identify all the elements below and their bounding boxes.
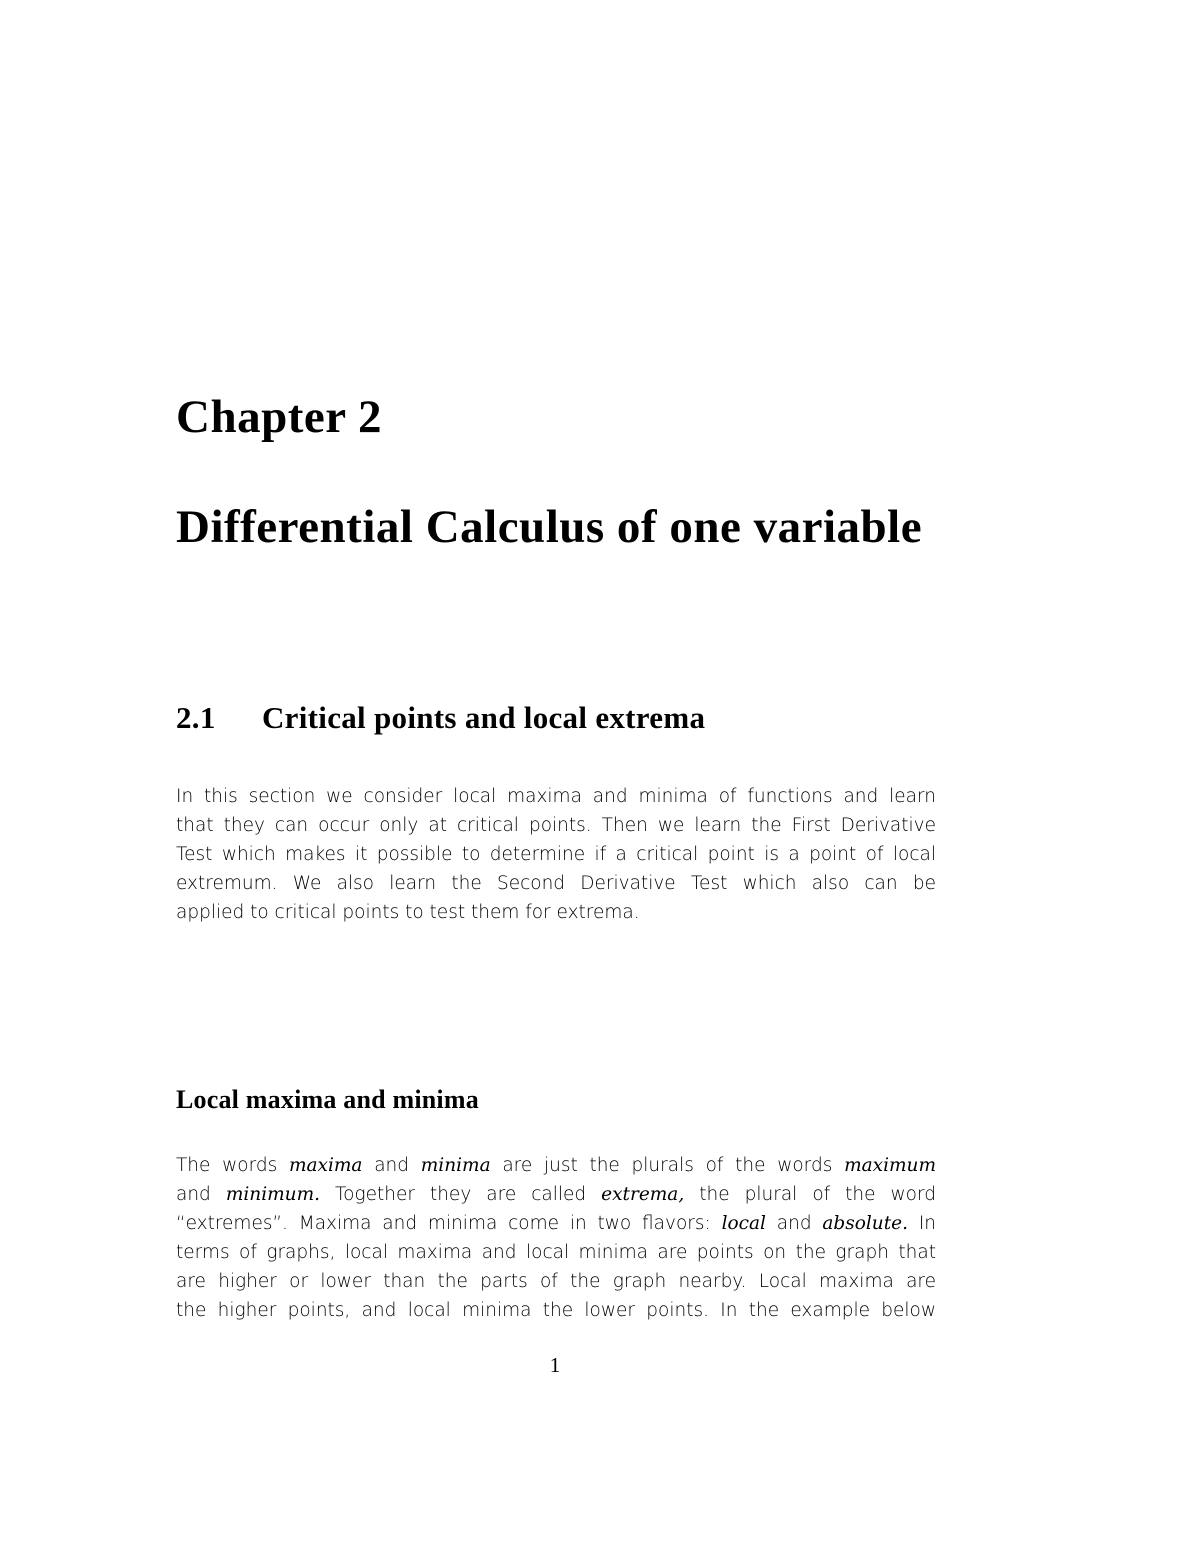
emphasis-term: absolute. [822,1213,908,1234]
section-number: 2.1 [176,700,216,735]
paragraph-line: terms of graphs, local maxima and local minima are points on the graph that [176,1242,936,1263]
chapter-title: Differential Calculus of one variable [176,501,923,553]
text-run: are just the plurals of the words [490,1155,845,1176]
emphasis-term: local [721,1213,766,1234]
paragraph-line: In this section we consider local maxima and minima of functions and learn [176,786,936,807]
paragraph-line: that they can occur only at critical points. Then we learn the First Derivative [176,815,936,836]
text-run: In [908,1213,936,1234]
emphasis-term: maxima [288,1155,363,1176]
text-run: and [765,1213,823,1234]
emphasis-term: maximum [844,1155,936,1176]
chapter-label: Chapter 2 [176,391,382,443]
paragraph-line: Test which makes it possible to determine if a critical point is a point of local [176,844,936,865]
paragraph-line: the higher points, and local minima the lower points. In the example below [176,1300,936,1321]
emphasis-term: minimum. [225,1184,320,1205]
emphasis-term: minima [420,1155,491,1176]
paragraph-line [176,1151,936,1180]
paragraph-line [176,1180,936,1209]
paragraph-line: applied to critical points to test them for extrema. [176,902,640,923]
subsection-heading: Local maxima and minima [176,1085,479,1114]
subsection-body-paragraph [176,1151,936,1325]
text-run: the plural of the word [684,1184,937,1205]
paragraph-line [176,1209,936,1238]
text-run: The words [176,1155,289,1176]
emphasis-term: extrema, [601,1184,685,1205]
section-heading [176,698,705,738]
text-run: and [362,1155,421,1176]
paragraph-line: are higher or lower than the parts of the graph nearby. Local maxima are [176,1271,936,1292]
page-number: 1 [549,1353,561,1377]
paragraph-line: extremum. We also learn the Second Derivative Test which also can be [176,873,936,894]
text-run: and [176,1184,226,1205]
section-title: Critical points and local extrema [262,700,706,735]
section-intro-paragraph [176,782,936,927]
text-run: “extremes”. Maxima and minima come in two flavors: [176,1213,722,1234]
text-run: Together they are called [320,1184,602,1205]
